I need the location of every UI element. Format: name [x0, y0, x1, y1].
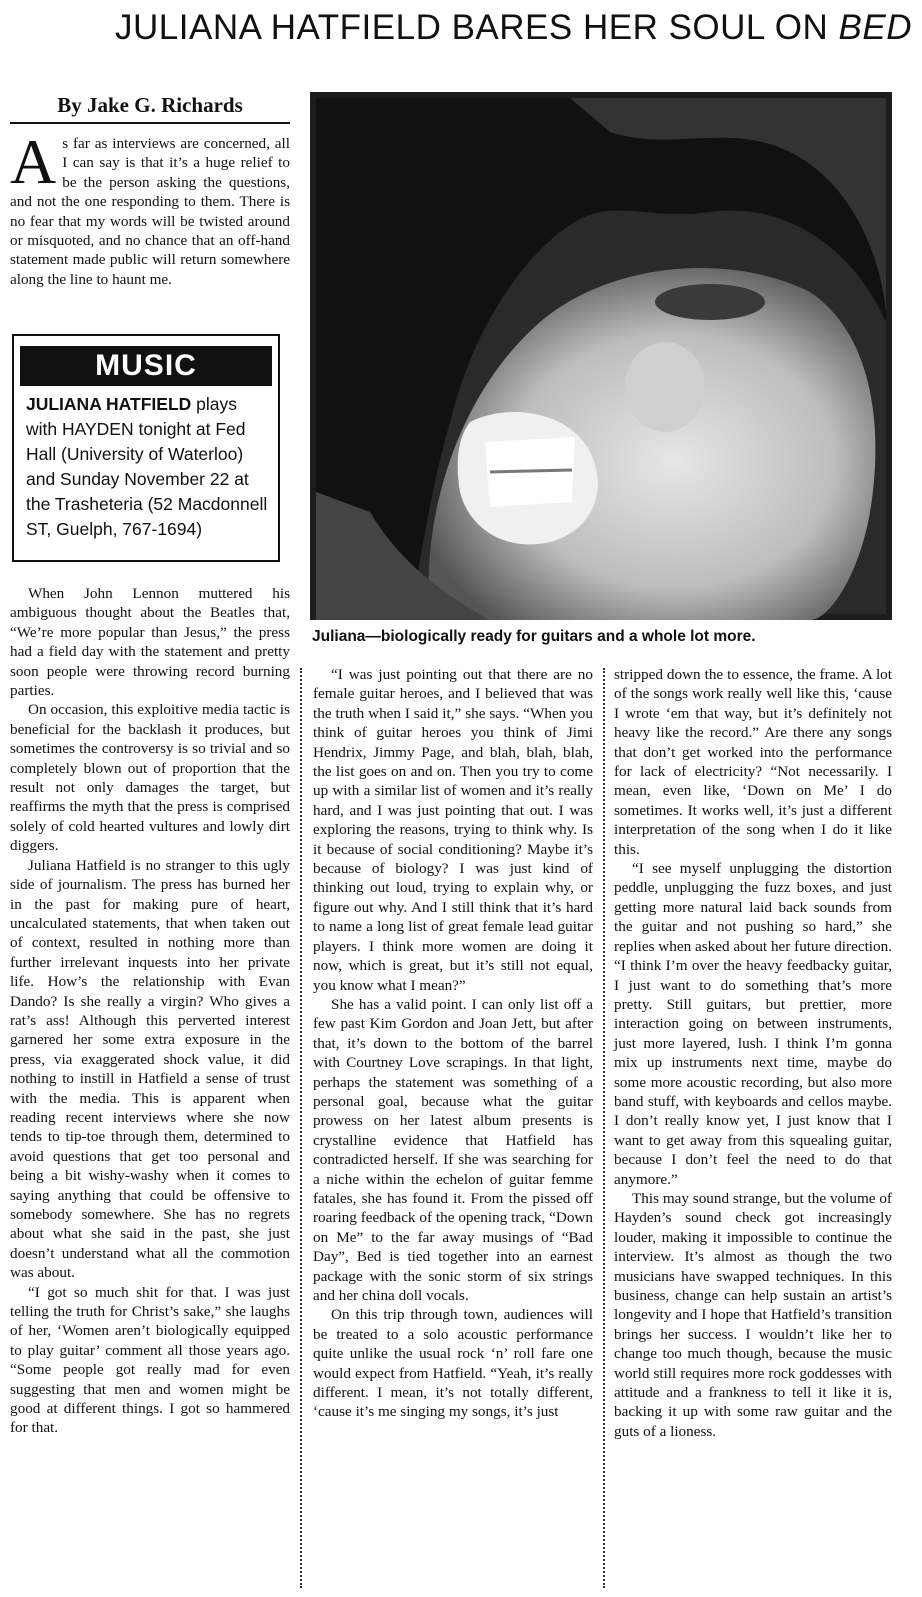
headline-main: JULIANA HATFIELD BARES HER SOUL ON [115, 8, 839, 47]
paragraph: Juliana Hatfield is no stranger to this ugly side of journalism. The press has burned her in the past for making pure of heart, uncalculated statements, that when taken out of context, resulted in nothing more than further irrelevant inquests into her private life. How’s the relationship with Evan Dando? Is she really a virgin? Who gives a rat’s ass! Although this perverted interest garnered her some extra exposure in the press, via exaggerated shock value, it did nothing to instill in Hatfield a sense of trust with the media. This is apparent when reading recent interviews where she now tends to tip-toe through them, determined to avoid questions that get too personal and being a bit wishy-washy when it comes to saying anything that could be offensive to somebody somewhere. She has no regrets about what she said in the past, she just doesn’t understand what all the commotion was about. [10, 856, 290, 1282]
listing-text-1: plays with [26, 394, 237, 439]
listing-artist: JULIANA HATFIELD [26, 394, 192, 414]
listing-guest: HAYDEN [61, 419, 134, 439]
paragraph: When John Lennon muttered his ambiguous thought about the Beatles that, “We’re more popular than Jesus,” the press had a field day with the statement and pretty soon people were throwing record burning parties. [10, 585, 290, 700]
article-column-3 [614, 665, 892, 1441]
byline: By Jake G. Richards [10, 92, 290, 124]
paragraph: “I see myself unplugging the distortion peddle, unplugging the fuzz boxes, and just getting more natural laid back sounds from the guitar and not pushing so hard,” she replies when asked about her future direction. “I think I’m over the heavy feedbacky guitar, I just want to do something that’s more pretty. Still guitars, but prettier, more interaction going on between instruments, just more layered, lush. I think I’m gonna mix up instruments next time, maybe do some more acoustic recording, but also more band stuff, with keyboards and cellos maybe. I don’t really know yet, I just know that I want to get away from this squealing guitar, because I don’t feel the need to do that anymore.” [614, 860, 892, 1188]
paragraph: “I was just pointing out that there are no female guitar heroes, and I believed that was the truth when I said it,” she says. “When you think of guitar heroes you think of Jimi Hendrix, Jimmy Page, and blah, blah, blah, the list goes on and on. Then you try to come up with a similar list of women and it’s really hard, and I was just pointing that out. I was exploring the reasons, trying to think why. Is it because of social conditioning? Maybe it’s because of biology? I was just kind of thinking out loud, trying to explain why, or figure out why. And I still think that it’s hard to name a long list of great female lead guitar players. I think more women are doing it now, which is great, but it’s still not equal, you know what I mean?” [313, 666, 593, 994]
intro-text: s far as interviews are concerned, all I can say is that it’s a huge relief to be the person asking the questions, and not the one responding to them. There is no fear that my words will be twisted around or misquoted, and no chance that an off-hand statement made public will return somewhere along the line to haunt me. [10, 135, 290, 288]
paragraph: This may sound strange, but the volume of Hayden’s sound check got increasingly louder, making it impossible to continue the interview. It’s almost as though the two musicians have swapped techniques. In this business, change can help sustain an artist’s longevity and I hope that Hatfield’s transition brings her success. I wouldn’t like her to change too much though, because the music world still requires more rock goddesses with attitude and a frankness to tell it like it is, backing it up with some raw guitar and the guts of a lioness. [614, 1189, 892, 1440]
drop-cap: A [10, 126, 57, 197]
paragraph: On occasion, this exploitive media tactic is beneficial for the backlash it produces, but sometimes the controversy is so trivial and so completely blown out of proportion that the result not only damages the target, but reaffirms the myth that the press is comprised solely of cold hearted vultures and lowly dirt diggers. [10, 701, 290, 855]
column-divider [300, 668, 302, 1588]
column-divider [603, 668, 605, 1588]
headline [10, 6, 912, 50]
music-banner: MUSIC [20, 346, 272, 386]
listing-text-2: tonight at Fed Hall (University of Waterloo) and Sunday November 22 at the Trasheteria (52 Macdonnell ST, Guelph, 767-1694) [26, 419, 268, 539]
paragraph: stripped down the to essence, the frame. A lot of the songs work really well like this, ‘cause I wrote ‘em that way, but it’s definitely not heavy like the record.” Are there any songs that don’t get worked into the performance for lack of electricity? “Not necessarily. I mean, even like, ‘Down on Me’ I do sometimes. It works well, it’s just a different interpretation of the song when I do it like this. [614, 666, 892, 858]
paragraph: She has a valid point. I can only list off a few past Kim Gordon and Joan Jett, but after that, it’s down to the bottom of the barrel with Courtney Love scrapings. In that light, perhaps the statement was something of a personal goal, because what the guitar prowess on her latest album presents is crystalline evidence that Hatfield has contradicted herself. If she was searching for a niche within the echelon of guitar femme fatales, she has found it. From the pissed off roaring feedback of the opening track, “Down on Me” to the far away musings of “Bad Day”, Bed is tied together into an earnest package with the sonic storm of six strings and her china doll vocals. [313, 995, 593, 1304]
article-column-2 [313, 665, 593, 1422]
article-column-1 [10, 584, 290, 1438]
music-listing-text [14, 386, 278, 542]
headline-album-title: BED [838, 8, 912, 47]
music-listing-box [12, 334, 280, 562]
photo-caption: Juliana—biologically ready for guitars and a whole lot more. [312, 628, 756, 645]
intro-paragraph [10, 126, 290, 289]
artist-photo [310, 92, 892, 620]
paragraph: On this trip through town, audiences will be treated to a solo acoustic performance quite unlike the usual rock ‘n’ roll fare one would expect from Hatfield. “Yeah, it’s really different. I mean, it’s not totally different, ‘cause it’s me singing my songs, it’s just [313, 1306, 593, 1421]
paragraph: “I got so much shit for that. I was just telling the truth for Christ’s sake,” she laughs of her, ‘Women aren’t biologically equipped to play guitar’ comment all those years ago. “Some people got really mad for even suggesting that men and women might be good at different things. I got so hammered for that. [10, 1283, 290, 1437]
